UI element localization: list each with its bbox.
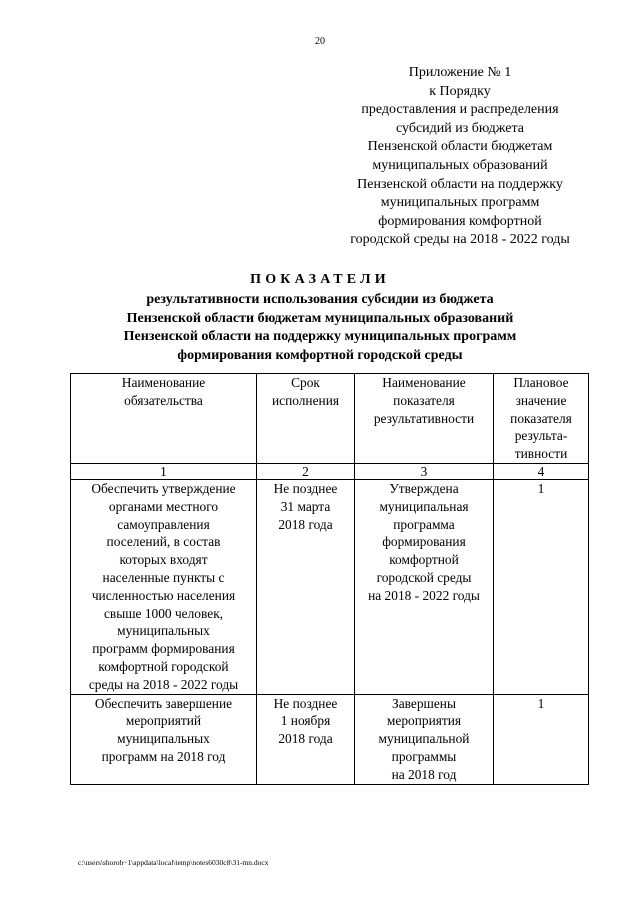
column-number: 3 [355, 463, 494, 479]
appendix-line: муниципальных программ [380, 195, 540, 211]
cell-text: городской среды [376, 569, 472, 585]
deadline-cell [257, 479, 355, 694]
header-text: обязательства [124, 392, 203, 408]
cell-text: органами местного [108, 498, 219, 514]
cell-text: муниципальных [117, 731, 210, 747]
indicators-table [70, 373, 589, 785]
appendix-line: предоставления и распределения [361, 102, 559, 118]
appendix-line: субсидий из бюджета [395, 120, 524, 136]
appendix-line: городской среды на 2018 - 2022 годы [350, 232, 570, 248]
obligation-cell [71, 694, 257, 784]
column-number: 1 [71, 463, 257, 479]
header-text: исполнения [271, 392, 340, 408]
cell-text: на 2018 - 2022 годы [368, 587, 480, 603]
header-text: показателя [393, 392, 455, 408]
deadline-cell [257, 694, 355, 784]
subtitle-line: Пензенской области бюджетам муниципальных образований [126, 310, 514, 326]
header-text: Плановое [513, 375, 569, 390]
header-indicator [355, 374, 494, 464]
subtitle-line: формирования комфортной городской среды [177, 347, 463, 363]
document-subtitle [0, 291, 640, 365]
header-text: показателя [510, 410, 572, 426]
cell-text: 1 ноября [280, 713, 331, 729]
column-number: 4 [494, 463, 589, 479]
table-header-row [71, 374, 589, 464]
cell-text: программ формирования [92, 641, 235, 657]
column-number-row [71, 463, 589, 479]
cell-text: на 2018 год [391, 766, 457, 782]
cell-text: поселений, в состав [106, 534, 221, 550]
cell-text: 2018 года [278, 731, 333, 747]
document-title: ПОКАЗАТЕЛИ [250, 272, 390, 287]
appendix-reference [330, 64, 590, 250]
appendix-line: муниципальных образований [372, 157, 548, 173]
cell-text: свыше 1000 человек, [103, 605, 224, 621]
cell-text: Обеспечить завершение [94, 695, 233, 711]
footer-file-path: c:\users\shoroh~1\appdata\local\temp\notes6030c8\31-mn.docx [78, 858, 269, 867]
cell-text: комфортной городской [98, 658, 229, 674]
appendix-line: Приложение № 1 [408, 65, 512, 80]
cell-text: программа [393, 516, 455, 532]
cell-text: комфортной [389, 552, 459, 568]
cell-text: муниципальных [117, 623, 210, 639]
appendix-line: Пензенской области на поддержку [357, 176, 563, 192]
appendix-line: Пензенской области бюджетам [367, 139, 553, 155]
table-row [71, 479, 589, 694]
cell-text: Завершены [392, 695, 456, 711]
header-text: Наименование [121, 375, 206, 390]
cell-text: Не позднее [273, 695, 338, 711]
header-text: результативности [373, 410, 475, 426]
cell-text: 31 марта [280, 498, 331, 514]
header-obligation [71, 374, 257, 464]
table-row [71, 694, 589, 784]
header-planned-value [494, 374, 589, 464]
cell-text: которых входят [119, 552, 208, 568]
cell-text: Не позднее [273, 480, 338, 496]
cell-text: 2018 года [278, 516, 333, 532]
planned-value-cell: 1 [494, 479, 589, 694]
header-text: тивности [514, 446, 568, 462]
cell-text: численностью населения [91, 587, 236, 603]
cell-text: среды на 2018 - 2022 годы [88, 676, 239, 692]
cell-text: мероприятий [125, 713, 202, 729]
cell-text: самоуправления [117, 516, 210, 532]
indicator-cell [355, 694, 494, 784]
obligation-cell [71, 479, 257, 694]
appendix-line: формирования комфортной [378, 213, 542, 229]
cell-text: населенные пункты с [102, 569, 225, 585]
cell-text: программ на 2018 год [101, 748, 226, 764]
header-text: Срок [291, 375, 320, 390]
cell-text: Обеспечить утверждение [91, 480, 236, 496]
subtitle-line: результативности использования субсидии из бюджета [146, 292, 494, 307]
header-text: значение [515, 392, 567, 408]
header-text: Наименование [382, 375, 466, 390]
planned-value-cell: 1 [494, 694, 589, 784]
cell-text: формирования [382, 534, 466, 550]
cell-text: мероприятия [386, 713, 462, 729]
header-text: результа- [514, 428, 568, 444]
subtitle-line: Пензенской области на поддержку муниципальных программ [123, 329, 517, 345]
appendix-line: к Порядку [429, 83, 491, 99]
cell-text: муниципальная [379, 498, 469, 514]
page-number: 20 [315, 36, 325, 47]
cell-text: программы [391, 748, 457, 764]
column-number: 2 [257, 463, 355, 479]
cell-text: Утверждена [389, 480, 459, 496]
indicator-cell [355, 479, 494, 694]
header-deadline [257, 374, 355, 464]
cell-text: муниципальной [378, 731, 470, 747]
